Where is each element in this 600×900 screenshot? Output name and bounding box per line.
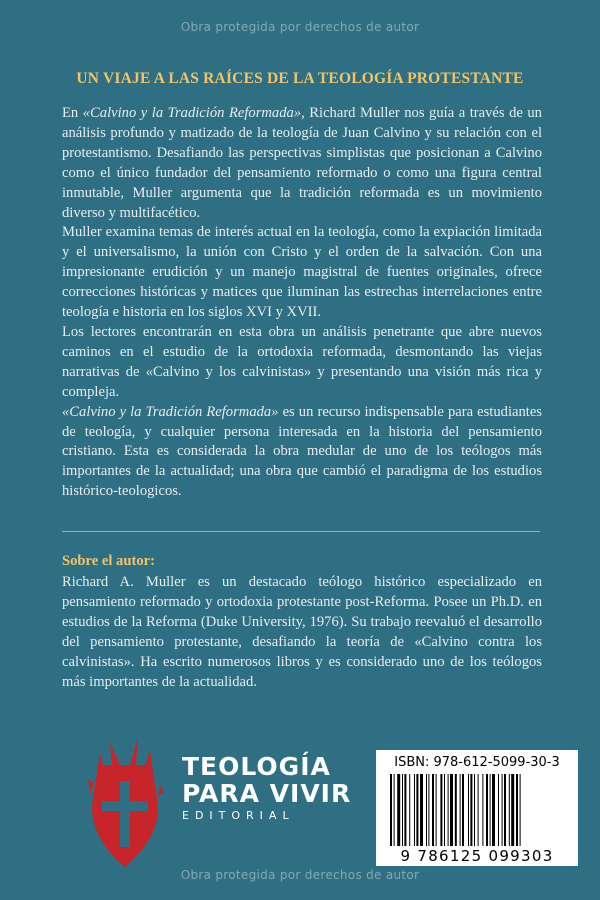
watermark-top: Obra protegida por derechos de autor [180,20,420,34]
synopsis [62,104,542,502]
barcode-bar [486,774,488,846]
paragraph-2 [62,223,542,323]
section-divider [62,531,540,532]
barcode-bar [420,774,423,846]
publisher-logo-text [182,753,351,822]
red-cross-shield-icon [80,735,170,875]
author-bio-text: Richard A. Muller es un destacado teólogo histórico especializado en pensamiento reformado y ortodoxia protestante post-Reforma. Posee un Ph.D. en estudios de la Reforma (Duke University, 1976). Su trabajo reevaluó el desarrollo del pensamiento protestante, desafiando la teoría de «Calvino contra los calvinistas». Ha escrito numerosos libros y es considerado uno de los teólogos más importantes de la actualidad. [62,574,542,690]
watermark-bottom: Obra protegida por derechos de autor [180,868,420,882]
barcode-bar [416,774,418,846]
barcode-bar [440,774,442,846]
barcode-bar [460,774,461,846]
barcode-bar [409,774,410,846]
barcode-bar [402,774,403,846]
publisher-line-3: EDITORIAL [182,809,295,822]
barcode-bar [502,774,503,846]
barcode-bar [462,774,464,846]
barcode-bar [448,774,449,846]
author-bio [62,573,542,692]
barcode-bar [390,774,392,846]
barcode-bar [509,774,510,846]
barcode-bar [394,774,395,846]
barcode-bar [492,774,495,846]
publisher-line-2: PARA VIVIR [182,779,352,808]
barcode-bar [504,774,506,846]
barcode-bar [520,774,521,846]
paragraph-4 [62,403,542,503]
barcode-bar [450,774,453,846]
paragraph-1 [62,104,542,223]
paragraph-3-text: Los lectores encontrarán en esta obra un análisis penetrante que abre nuevos caminos en el estudio de la ortodoxia reformada, desmontando las viejas narrativas de «Calvino y los calvinistas» y presentando una visión más rica y compleja. [62,323,542,400]
barcode-bar [436,774,437,846]
barcode-bars [390,774,564,846]
barcode-bar [474,774,475,846]
barcode-bar [468,774,469,846]
barcode-bar [444,774,445,846]
back-cover-heading: UN VIAJE A LAS RAÍCES DE LA TEOLOGÍA PROTESTANTE [76,70,524,87]
barcode-bar [490,774,491,846]
barcode-bar [397,774,400,846]
paragraph-2-text: Muller examina temas de interés actual en la teología, como la expiación limitada y el universalismo, la unión con Cristo y el orden de la salvación. Con una impresionante erudición y un manejo magistral de fuentes originales, ofrece correcciones históricas y matices que iluminan las estrechas interrelaciones entre teología e historia en los siglos XVI y XVII. [62,224,542,321]
barcode-bar [428,774,429,846]
barcode-bar [426,774,427,846]
book-title-italic: «Calvino y la Tradición Reformada» [82,105,302,121]
paragraph-1-pre: En [62,105,83,121]
author-section-title: Sobre el autor: [62,553,155,569]
isbn-barcode [376,750,578,866]
paragraph-4-post: es un recurso indispensable para estudiantes de teología, y cualquier persona interesada en la historia del pensamiento cristiano. Esta es considerada la obra medular de uno de los teólogos más importantes de la actualidad; una obra que cambió el paradigma de los estudios histórico-teologicos. [62,403,542,500]
paragraph-1-post: , Richard Muller nos guía a través de un análisis profundo y matizado de la teología de Juan Calvino y su relación con el protestantismo. Desafiando las perspectivas simplistas que posicionan a Calvino como el único fundador del pensamiento reformado o como una figura central inmutable, Muller argumenta que la tradición reformada es un movimiento diverso y multifacético. [62,105,542,221]
barcode-bar [414,774,415,846]
book-title-italic-2: «Calvino y la Tradición Reformada» [62,403,279,420]
barcode-number: 9 786125 099303 [400,847,554,865]
barcode-bar [470,774,472,846]
barcode-bar [478,774,479,846]
barcode-bar [404,774,406,846]
barcode-bar [482,774,483,846]
publisher-line-1: TEOLOGÍA [182,752,331,781]
barcode-bar [455,774,457,846]
isbn-label: ISBN: 978-612-5099-30-3 [394,755,560,770]
barcode-bar [516,774,518,846]
paragraph-3 [62,323,542,403]
barcode-bar [432,774,434,846]
barcode-bar [498,774,499,846]
barcode-bar [511,774,514,846]
